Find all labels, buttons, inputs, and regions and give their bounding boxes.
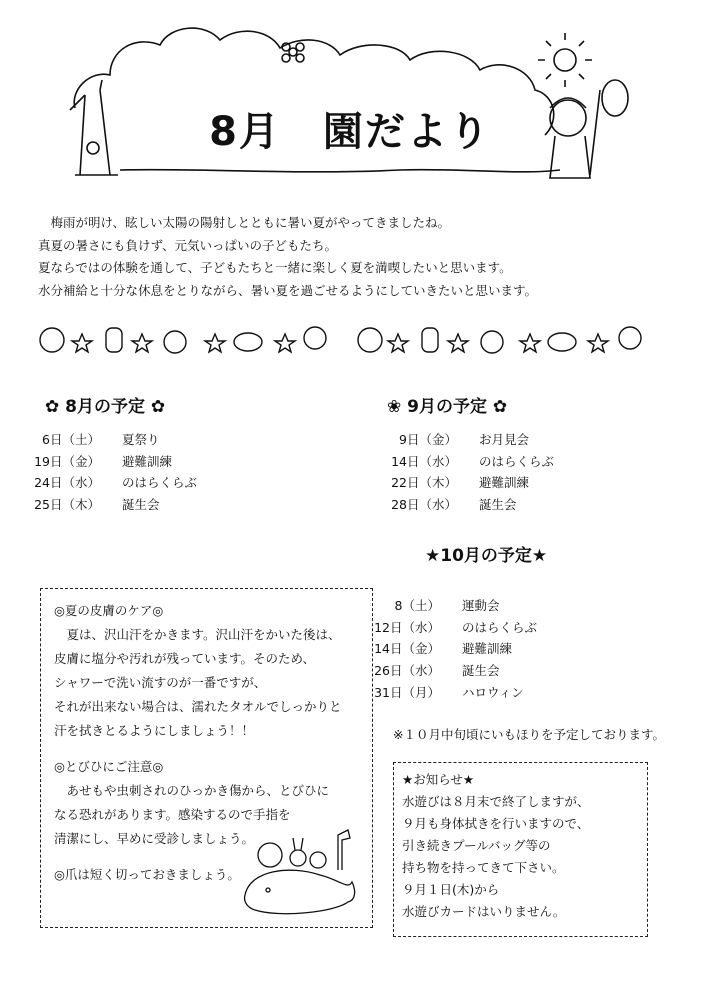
impetigo-line: なる恐れがあります。感染するので手指を	[54, 807, 291, 822]
drum-icon	[548, 333, 576, 351]
skin-care-heading: ◎夏の皮膚のケア◎	[54, 603, 164, 618]
list-item: 24日（水） のはらくらぶ	[34, 475, 198, 491]
notice-line: 水遊びは８月末で終了しますが、	[402, 794, 590, 809]
watermelon-icon	[358, 328, 382, 352]
skin-care-line: 皮膚に塩分や汚れが残っています。そのため、	[54, 651, 316, 666]
notice-box	[393, 762, 648, 937]
star-icon	[448, 334, 468, 352]
fan-icon	[619, 327, 641, 349]
october-note: ※１０月中旬頃にいもほりを予定しております。	[393, 727, 665, 742]
october-schedule-list	[340, 594, 640, 702]
elephant-icon	[258, 843, 282, 867]
list-item: 9日（金） お月見会	[399, 431, 530, 447]
list-item: 26日（水） 誕生会	[374, 662, 500, 678]
sunflower-icon: ✿	[145, 397, 166, 417]
notice-line: 持ち物を持ってきて下さい。	[402, 860, 565, 875]
skin-care-line: 夏は、沢山汗をかきます。沢山汗をかいた後は、	[54, 627, 341, 642]
list-item: 19日（金） 避難訓練	[34, 453, 173, 469]
notice-line: 水遊びカードはいりません。	[402, 904, 566, 919]
intro-text	[38, 212, 678, 302]
september-schedule-title	[387, 392, 607, 417]
august-title-text: 8月の予定	[65, 397, 146, 417]
fan-icon	[304, 327, 326, 349]
bug-net-icon	[602, 80, 628, 116]
skin-care-line: それが出来ない場合は、濡れたタオルでしっかりと	[54, 699, 342, 714]
yoyo-icon	[481, 331, 503, 353]
list-item: 31日（月） ハロウィン	[374, 684, 524, 700]
notice-line: ９月１日(木)から	[402, 882, 500, 897]
star-icon	[520, 334, 540, 352]
september-schedule-list	[357, 428, 657, 515]
notice-heading: ★お知らせ★	[402, 772, 475, 787]
drum-icon	[234, 333, 262, 351]
star-icon	[132, 334, 152, 352]
bear-icon	[310, 852, 326, 868]
whale-icon	[245, 870, 355, 914]
impetigo-heading: ◎とびひにご注意◎	[54, 759, 164, 774]
sun-icon	[554, 49, 576, 71]
list-item: 25日（木） 誕生会	[34, 496, 160, 512]
star-icon	[588, 334, 608, 352]
list-item: 8（土） 運動会	[394, 597, 500, 613]
impetigo-line: 清潔にし、早めに受診しましょう。	[54, 831, 255, 846]
star-icon	[205, 334, 225, 352]
lantern-icon	[106, 328, 122, 352]
yoyo-icon	[164, 331, 186, 353]
star-icon	[388, 334, 408, 352]
tree-icon	[70, 80, 118, 175]
october-schedule-title: ★10月の予定★	[425, 546, 548, 566]
watermelon-icon	[40, 328, 64, 352]
star-icon	[72, 334, 92, 352]
rabbit-icon	[290, 850, 306, 866]
list-item: 14日（水） のはらくらぶ	[391, 453, 555, 469]
impetigo-line: あせもや虫刺されのひっかき傷から、とびひに	[54, 783, 330, 798]
intro-line: 夏ならではの体験を通して、子どもたちと一緒に楽しく夏を満喫したいと思います。	[38, 260, 512, 275]
decoration-row	[30, 318, 690, 362]
list-item: 28日（水） 誕生会	[391, 496, 517, 512]
list-item: 14日（金） 避難訓練	[374, 641, 513, 657]
intro-line: 梅雨が明け、眩しい太陽の陽射しとともに暑い夏がやってきましたね。	[38, 215, 451, 230]
page-title: 8月 園だより	[209, 109, 491, 155]
notice-line: ９月も身体拭きを行いますので、	[402, 816, 590, 831]
flower-icon: ✿	[487, 397, 508, 417]
star-icon	[275, 334, 295, 352]
list-item: 22日（木） 避難訓練	[391, 475, 530, 491]
notice-line: 引き続きプールバッグ等の	[402, 838, 551, 853]
skin-care-line: シャワーで洗い流すのが一番ですが、	[54, 675, 267, 690]
whale-illustration	[240, 820, 360, 920]
intro-line: 水分補給と十分な休息をとりながら、暑い夏を過ごせるようにしていきたいと思います。	[38, 282, 538, 298]
sunflower-icon: ✿	[45, 397, 66, 417]
flower-icon: ❀	[387, 397, 408, 417]
september-title-text: 9月の予定	[407, 397, 488, 417]
list-item: 12日（水） のはらくらぶ	[374, 619, 538, 635]
list-item: 6日（土） 夏祭り	[42, 431, 160, 447]
child-icon	[550, 100, 586, 136]
august-schedule-title	[45, 392, 265, 417]
intro-line: 真夏の暑さにも負けず、元気いっぱいの子どもたち。	[38, 237, 338, 253]
skin-care-line: 汗を拭きとるようにしましょう！！	[54, 723, 255, 738]
august-schedule-list	[0, 428, 300, 515]
nails-note: ◎爪は短く切っておきましょう。	[54, 867, 240, 882]
lantern-icon	[422, 328, 438, 352]
giraffe-icon	[338, 830, 350, 870]
